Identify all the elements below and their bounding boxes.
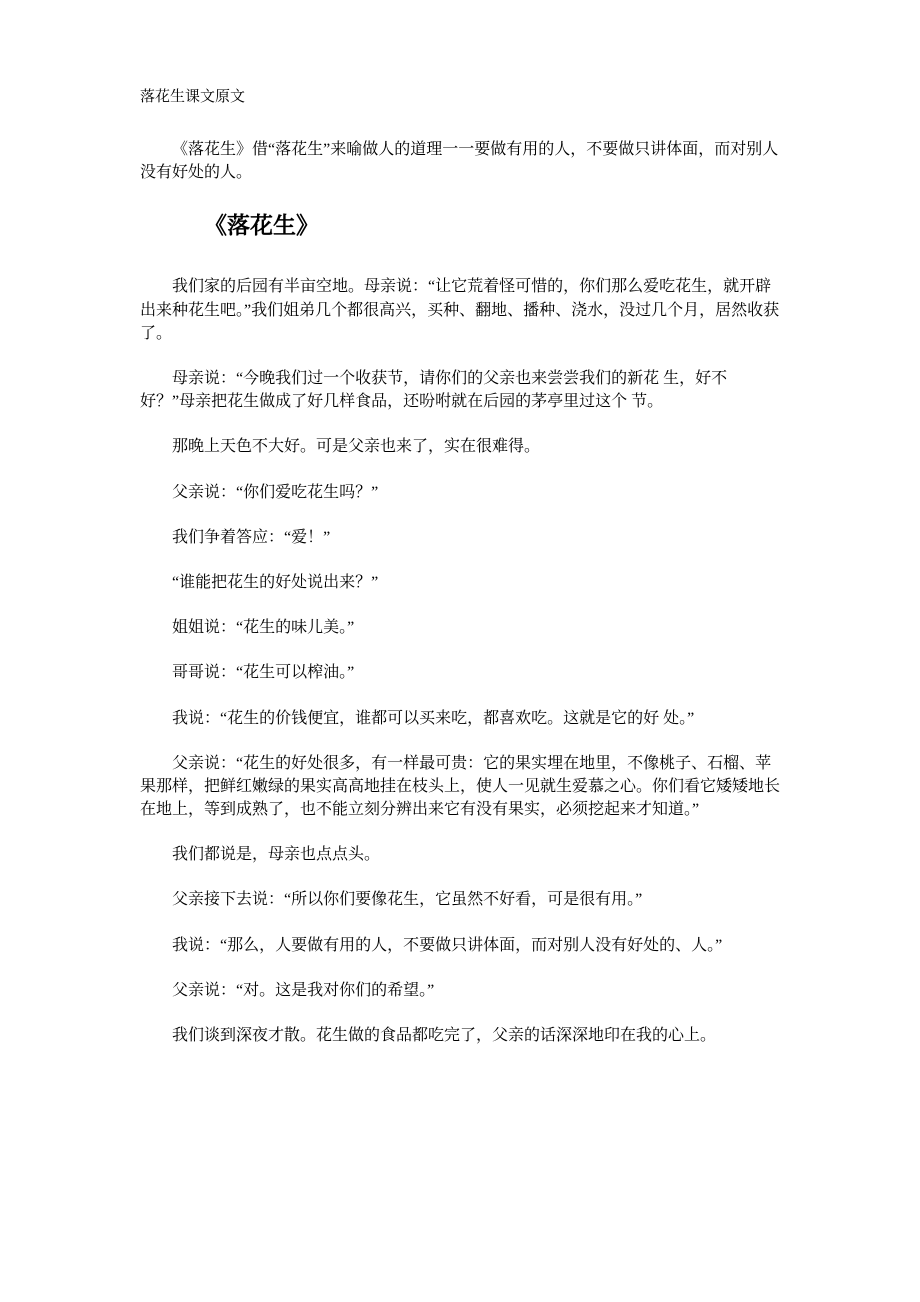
- document-title: 落花生课文原文: [140, 89, 246, 105]
- paragraph: 父亲说：“对。这是我对你们的希望。”: [172, 981, 435, 999]
- paragraph: 父亲说：“你们爱吃花生吗？”: [172, 483, 379, 501]
- paragraph: 我说：“花生的价钱便宜，谁都可以买来吃，都喜欢吃。这就是它的好 处。”: [172, 709, 695, 727]
- paragraph: 姐姐说：“花生的味儿美。”: [172, 619, 355, 637]
- paragraph: 父亲接下去说：“所以你们要像花生，它虽然不好看，可是很有用。”: [172, 891, 643, 909]
- essay-title-heading: 《落花生》: [204, 212, 319, 238]
- paragraph: 那晚上天色不大好。可是父亲也来了，实在很难得。: [172, 438, 541, 456]
- paragraph: 我们争着答应：“爱！”: [172, 528, 331, 546]
- paragraph: 哥哥说：“花生可以榨油。”: [172, 664, 355, 682]
- paragraph: 我们家的后园有半亩空地。母亲说：“让它荒着怪可惜的，你们那么爱吃花生，就开辟出来种花生吧。”我们姐弟几个都很高兴，买种、翻地、播种、浇水，没过几个月，居然收获了。: [140, 278, 780, 342]
- paragraph: 我们谈到深夜才散。花生做的食品都吃完了，父亲的话深深地印在我的心上。: [172, 1027, 717, 1045]
- paragraph: “谁能把花生的好处说出来？”: [172, 573, 379, 591]
- intro-paragraph: 《落花生》借“落花生”来喻做人的道理一一要做有用的人，不要做只讲体面，而对别人没有好处的人。: [140, 140, 779, 181]
- paragraph: 我们都说是，母亲也点点头。: [172, 846, 381, 864]
- paragraph: 父亲说：“花生的好处很多，有一样最可贵：它的果实埋在地里，不像桃子、石榴、苹果那样，把鲜红嫩绿的果实高高地挂在枝头上，使人一见就生爱慕之心。你们看它矮矮地长在地上，等到成熟了，也不能立刻分辨出来它有没有果实，必须挖起来才知道。”: [140, 754, 781, 819]
- paragraph: 我说：“那么，人要做有用的人，不要做只讲体面，而对别人没有好处的、人。”: [172, 936, 723, 954]
- paragraph: 母亲说：“今晚我们过一个收获节，请你们的父亲也来尝尝我们的新花 生，好不好？”母亲把花生做成了好几样食品，还吩咐就在后园的茅亭里过这个 节。: [140, 370, 728, 411]
